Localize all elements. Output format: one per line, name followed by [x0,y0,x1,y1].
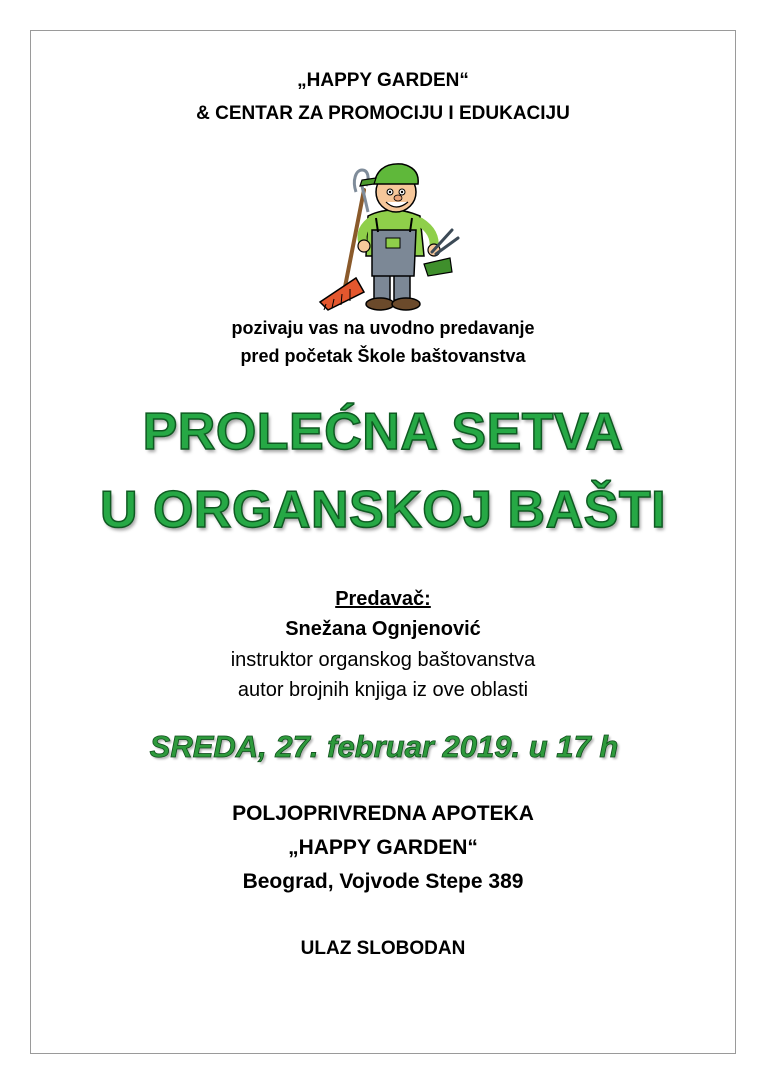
lecturer-role: instruktor organskog baštovanstva [230,649,536,671]
venue-address: Beograd, Vojvode Stepe 389 [242,870,524,893]
lecturer-name: Snežana Ognjenović [285,618,481,640]
lecturer-credential: autor brojnih knjiga iz ove oblasti [237,679,529,701]
entry-notice: ULAZ SLOBODAN [300,938,466,959]
event-title-line-1: PROLEĆNA SETVA [142,403,624,461]
invitation-line-2: pred početak Škole baštovanstva [240,346,526,366]
invitation-line-1: pozivaju vas na uvodno predavanje [231,318,535,338]
event-title-line-2: U ORGANSKOJ BAŠTI [99,481,667,539]
organizer-name: „HAPPY GARDEN“ [297,70,469,91]
event-date-time: SREDA, 27. februar 2019. u 17 h [149,729,619,764]
venue-name: POLJOPRIVREDNA APOTEKA [232,802,534,825]
venue-brand: „HAPPY GARDEN“ [288,836,478,859]
organizer-partner: & CENTAR ZA PROMOCIJU I EDUKACIJU [196,103,570,124]
gardener-with-tools-icon [312,152,462,312]
lecturer-label: Predavač: [335,588,431,610]
